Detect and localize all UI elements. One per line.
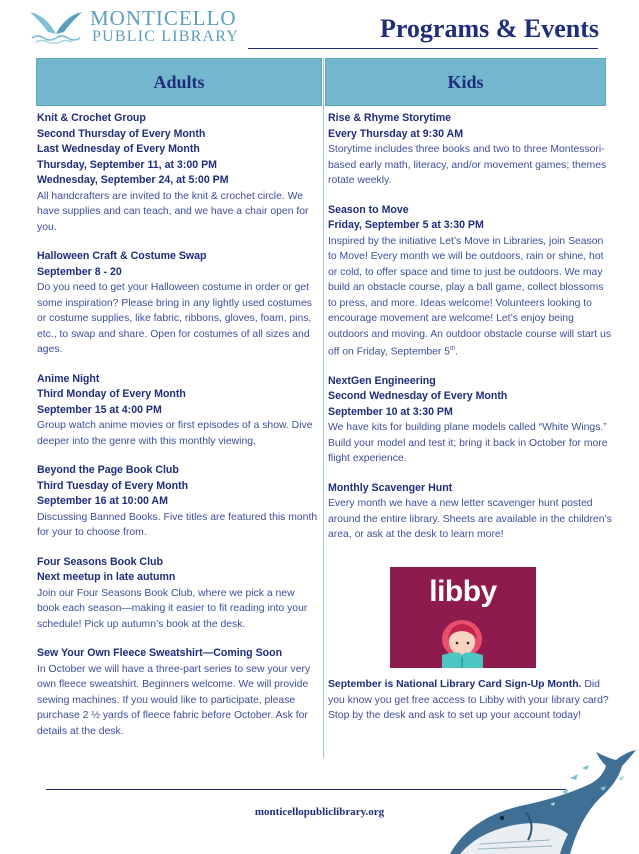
event-description: Every month we have a new letter scavenger hunt posted around the entire library. Sheets are available in the children’s area, or ask at the desk to learn more! <box>328 498 612 541</box>
event-description <box>328 234 614 360</box>
event-title: Knit & Crochet Group <box>37 112 146 124</box>
event-description: Discussing Banned Books. Five titles are featured this month for your to choose from. <box>37 511 318 538</box>
adults-column <box>37 111 319 753</box>
event-title: Beyond the Page Book Club <box>37 464 179 476</box>
event-description: Join our Four Seasons Book Club, where we pick a new book each season—making it easier to fit reading into your schedule! Pick up autumn’s book at the desk. <box>37 587 308 630</box>
event-description: Do you need to get your Halloween costume in order or get some inspiration? Please bring in any lightly used costumes or costume supplies, like fabric, ribbons, gloves, foam, pins, etc., to swap and share. Open for costumes of all sizes and ages. <box>37 282 312 355</box>
event-title: Halloween Craft & Costume Swap <box>37 250 207 262</box>
event-knit-crochet <box>37 111 319 235</box>
title-underline <box>248 48 598 49</box>
event-date: Friday, September 5 at 3:30 PM <box>328 219 484 231</box>
kids-column <box>328 111 614 557</box>
event-beyond-the-page <box>37 463 319 541</box>
event-halloween-swap <box>37 249 319 358</box>
logo-line-1: MONTICELLO <box>90 6 237 30</box>
event-description: All handcrafters are invited to the knit & crochet circle. We have supplies and can teach, and we have a chair open for you. <box>37 190 309 233</box>
libby-logo <box>390 567 536 668</box>
event-date: September 16 at 10:00 AM <box>37 495 168 507</box>
event-date: Wednesday, September 24, at 5:00 PM <box>37 174 229 186</box>
event-title: Sew Your Own Fleece Sweatshirt—Coming Soon <box>37 647 283 659</box>
adults-header: Adults <box>36 58 322 106</box>
event-date: Next meetup in late autumn <box>37 571 176 583</box>
event-title: Season to Move <box>328 203 409 216</box>
event-schedule: Third Tuesday of Every Month <box>37 479 189 492</box>
event-description: We have kits for building plane models called “White Wings.” Build your model and test it; bring it back in October for more flight experience. <box>328 422 608 465</box>
whale-tail-icon <box>28 4 84 44</box>
event-fleece-sweatshirt <box>37 646 319 739</box>
event-description: Storytime includes three books and two to three Montessori-based early math, literacy, and/or movement games; themes rotate weekly. <box>328 144 607 186</box>
event-rise-rhyme <box>328 111 614 189</box>
card-signup-lead: September is National Library Card Sign-Up Month. <box>328 679 582 690</box>
event-nextgen-engineering <box>328 374 614 467</box>
event-schedule: Last Wednesday of Every Month <box>37 143 200 155</box>
event-description: In October we will have a three-part series to sew your very own fleece sweatshirt. Beginners welcome. We will provide sewing machines. If you would like to participate, please purchase 2 ½ yards of fleece fabric before October. Ask for details at the desk. <box>37 663 311 737</box>
event-scavenger-hunt <box>328 481 614 543</box>
column-divider <box>323 58 324 758</box>
logo-line-2: PUBLIC LIBRARY <box>92 28 240 45</box>
footer-website-link[interactable]: monticellopubliclibrary.org <box>254 806 385 818</box>
library-logo <box>28 4 248 46</box>
ordinal-suffix: th <box>450 346 456 352</box>
event-four-seasons <box>37 555 319 633</box>
event-title: Anime Night <box>37 372 100 385</box>
card-signup-text <box>328 677 614 724</box>
event-season-to-move <box>328 203 614 360</box>
event-date: Thursday, September 11, at 3:00 PM <box>37 158 217 171</box>
event-title: NextGen Engineering <box>328 374 436 387</box>
event-schedule: Every Thursday at 9:30 AM <box>328 127 464 140</box>
reader-girl-icon <box>390 567 536 668</box>
event-schedule: Third Monday of Every Month <box>37 388 186 400</box>
whale-illustration-icon <box>450 748 639 854</box>
event-schedule: Second Wednesday of Every Month <box>328 390 508 403</box>
event-description: Group watch anime movies or first episodes of a show. Dive deeper into the genre with this monthly viewing. <box>37 420 313 447</box>
event-anime-night <box>37 372 319 450</box>
kids-header: Kids <box>325 58 606 106</box>
event-date: September 15 at 4:00 PM <box>37 403 162 416</box>
card-signup-body: Did you know you get free access to Libby with your library card? Stop by the desk and ask to set up your account today! <box>328 679 609 721</box>
event-title: Four Seasons Book Club <box>37 555 163 568</box>
event-title: Rise & Rhyme Storytime <box>328 112 452 124</box>
libby-wordmark: libby <box>429 575 497 608</box>
event-date: September 8 - 20 <box>37 265 122 278</box>
page-title: Programs & Events <box>379 14 599 43</box>
event-description-end: . <box>455 346 458 358</box>
event-schedule: Second Thursday of Every Month <box>37 127 206 140</box>
event-title: Monthly Scavenger Hunt <box>328 481 453 494</box>
event-description-text: Inspired by the initiative Let’s Move in Libraries, join Season to Move! Every month we will be outdoors, rain or shine, hot or cold, to offer space and time to just be outdoors. We may build an obstacle course, play a ball game, collect blossoms to press, and more. Ideas welcome! Volunteers looking to encourage movement are welcome! Let’s enjoy being outdoors and moving. An outdoor obstacle course will start us off on Friday, September 5 <box>328 235 612 358</box>
event-date: September 10 at 3:30 PM <box>328 405 453 418</box>
